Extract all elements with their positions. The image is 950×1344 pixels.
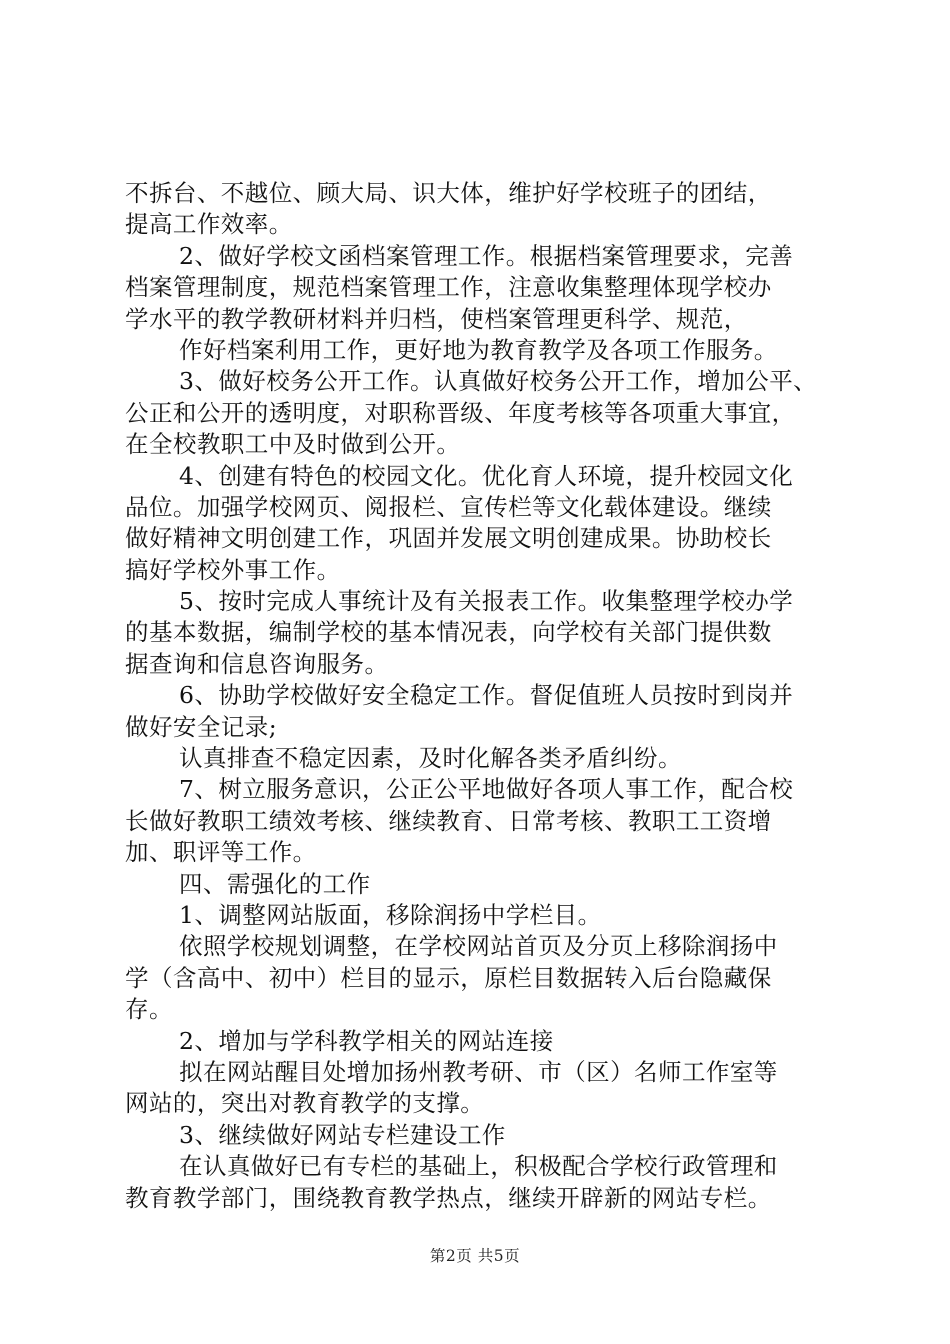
paragraph-line: 学（含高中、初中）栏目的显示，原栏目数据转入后台隐藏保 [125,963,772,992]
paragraph-line: 7、树立服务意识，公正公平地做好各项人事工作，配合校 [179,775,794,804]
paragraph-line: 作好档案利用工作，更好地为教育教学及各项工作服务。 [179,335,778,364]
paragraph-line: 2、增加与学科教学相关的网站连接 [179,1026,554,1055]
paragraph-line: 不拆台、不越位、顾大局、识大体，维护好学校班子的团结， [125,179,772,207]
paragraph-line: 公正和公开的透明度，对职称晋级、年度考核等各项重大事宜， [125,398,796,427]
paragraph-line: 1、调整网站版面，移除润扬中学栏目。 [179,900,602,929]
paragraph-line: 搞好学校外事工作。 [125,555,341,584]
paragraph-line: 品位。加强学校网页、阅报栏、宣传栏等文化载体建设。继续 [125,492,772,521]
document-body [125,178,835,1214]
section-heading: 四、需强化的工作 [179,869,371,898]
paragraph-line: 做好安全记录; [125,712,278,741]
paragraph-line: 6、协助学校做好安全稳定工作。督促值班人员按时到岗并 [179,681,794,710]
paragraph-line: 学水平的教学教研材料并归档，使档案管理更科学、规范， [125,304,748,333]
page-number-footer: 第2页 共5页 [429,1247,521,1265]
paragraph-line: 3、继续做好网站专栏建设工作 [179,1120,506,1149]
paragraph-line: 档案管理制度，规范档案管理工作，注意收集整理体现学校办 [125,273,772,302]
paragraph-line: 依照学校规划调整，在学校网站首页及分页上移除润扬中 [179,932,778,961]
paragraph-line: 认真排查不稳定因素，及时化解各类矛盾纠纷。 [179,744,682,773]
paragraph-line: 5、按时完成人事统计及有关报表工作。收集整理学校办学 [179,587,794,616]
paragraph-line: 做好精神文明创建工作，巩固并发展文明创建成果。协助校长 [125,524,772,553]
paragraph-line: 网站的，突出对教育教学的支撑。 [125,1089,485,1118]
paragraph-line: 加、职评等工作。 [125,838,317,867]
paragraph-line: 3、做好校务公开工作。认真做好校务公开工作，增加公平、 [179,367,818,396]
paragraph-line: 据查询和信息咨询服务。 [125,649,389,678]
paragraph-line: 2、做好学校文函档案管理工作。根据档案管理要求，完善 [179,241,794,270]
paragraph-line: 教育教学部门，围绕教育教学热点，继续开辟新的网站专栏。 [125,1183,772,1212]
paragraph-line: 在全校教职工中及时做到公开。 [125,430,461,459]
paragraph-line: 在认真做好已有专栏的基础上，积极配合学校行政管理和 [179,1152,778,1181]
paragraph-line: 长做好教职工绩效考核、继续教育、日常考核、教职工工资增 [125,806,772,835]
paragraph-line: 提高工作效率。 [125,210,293,239]
paragraph-line: 的基本数据，编制学校的基本情况表，向学校有关部门提供数 [125,618,772,647]
paragraph-line: 拟在网站醒目处增加扬州教考研、市（区）名师工作室等 [179,1057,778,1086]
paragraph-line: 存。 [125,995,173,1024]
paragraph-line: 4、创建有特色的校园文化。优化育人环境，提升校园文化 [179,461,794,490]
